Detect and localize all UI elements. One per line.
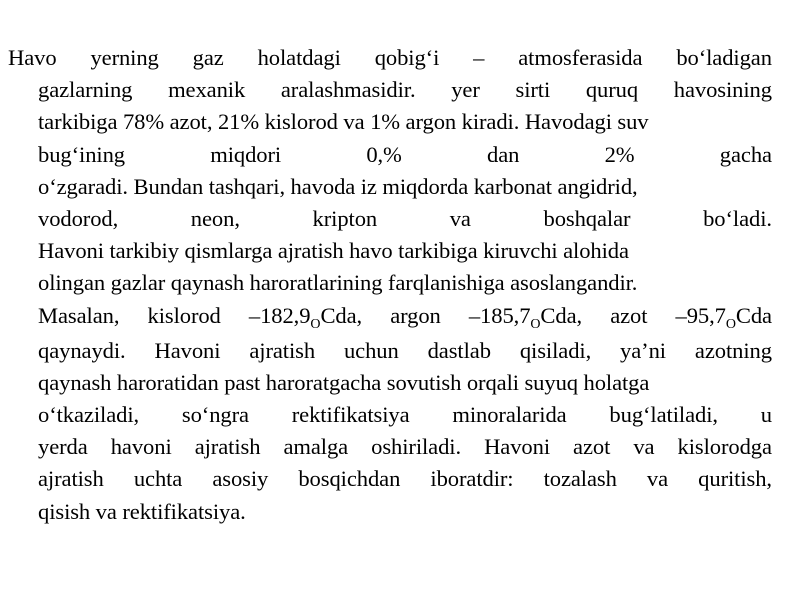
word: bug‘latiladi, — [609, 402, 718, 428]
word: vodorod, — [38, 205, 119, 231]
word: gaz — [192, 45, 224, 70]
word: azot — [610, 302, 648, 328]
word: qobig‘i — [374, 45, 440, 70]
word: argon — [390, 302, 441, 328]
word: amalga — [283, 434, 349, 460]
word: azotning — [694, 337, 772, 363]
degree-subscript: O — [310, 316, 321, 332]
word: Havoni — [484, 434, 550, 460]
word: miqdori — [210, 141, 282, 167]
paragraph-line — [8, 203, 772, 235]
paragraph-line — [8, 267, 772, 299]
paragraph-line — [8, 463, 772, 495]
paragraph-line — [8, 235, 772, 267]
word: Havo — [8, 45, 57, 70]
paragraph-line — [8, 106, 772, 138]
word: azot — [573, 434, 611, 460]
word: Masalan, — [38, 302, 120, 328]
word: bug‘ining — [38, 141, 125, 167]
word: bosqichdan — [298, 466, 401, 492]
paragraph-line — [8, 367, 772, 399]
word: dastlab — [427, 337, 491, 363]
word: atmosferasida — [518, 45, 643, 70]
word: yerning — [90, 45, 159, 70]
word: uchun — [343, 337, 399, 363]
line-text: qaynash haroratidan past haroratgacha sovutish orqali suyuq holatga — [38, 369, 650, 395]
word: quritish, — [698, 466, 772, 492]
paragraph-line — [8, 399, 772, 431]
word: 2% — [604, 141, 635, 167]
word: ajratish — [249, 337, 316, 363]
word: asosiy — [212, 466, 269, 492]
temperature-argon — [469, 300, 582, 332]
temperature-azot — [676, 300, 772, 332]
word: kislorod — [147, 302, 221, 328]
temperature-value: –182,9 — [248, 302, 311, 328]
word: gacha — [719, 141, 772, 167]
word: uchta — [133, 466, 183, 492]
temperature-unit: Cda — [735, 302, 772, 328]
word: qisiladi, — [519, 337, 592, 363]
paragraph — [8, 42, 772, 528]
word: oshiriladi. — [371, 434, 462, 460]
word: va — [449, 205, 471, 231]
word: ya’ni — [620, 337, 666, 363]
word: rektifikatsiya — [291, 402, 410, 428]
word: – — [473, 45, 485, 70]
temperature-line — [8, 300, 772, 332]
word: gazlarning — [38, 77, 133, 103]
word: ajratish — [38, 466, 104, 492]
word: Havoni — [154, 337, 221, 363]
word: havosining — [673, 77, 772, 103]
degree-subscript: O — [530, 316, 541, 332]
paragraph-line — [8, 74, 772, 106]
paragraph-line — [8, 42, 772, 74]
line-text: o‘zgaradi. Bundan tashqari, havoda iz miqdorda karbonat angidrid, — [38, 173, 638, 199]
word: 0,% — [366, 141, 402, 167]
temperature-value: –185,7 — [468, 302, 531, 328]
word: ajratish — [194, 434, 261, 460]
word: iboratdir: — [430, 466, 514, 492]
line-text: qisish va rektifikatsiya. — [38, 498, 246, 524]
word: va — [633, 434, 655, 460]
paragraph-line — [8, 139, 772, 171]
word: havoni — [110, 434, 172, 460]
word: minoralarida — [452, 402, 567, 428]
temperature-unit: Cda, — [320, 302, 363, 328]
word: boshqalar — [543, 205, 631, 231]
temperature-kislorod — [249, 300, 362, 332]
word: o‘tkaziladi, — [38, 402, 140, 428]
word: so‘ngra — [181, 402, 249, 428]
word: aralashmasidir. — [280, 77, 416, 103]
word: mexanik — [168, 77, 246, 103]
paragraph-line — [8, 431, 772, 463]
word: kislorodga — [677, 434, 772, 460]
word: va — [646, 466, 669, 492]
temperature-value: –95,7 — [675, 302, 726, 328]
paragraph-line — [8, 335, 772, 367]
line-text: tarkibiga 78% azot, 21% kislorod va 1% argon kiradi. Havodagi suv — [38, 109, 649, 135]
word: kripton — [312, 205, 378, 231]
line-text: Havoni tarkibiy qismlarga ajratish havo tarkibiga kiruvchi alohida — [38, 238, 629, 264]
word: u — [760, 402, 772, 428]
temperature-unit: Cda, — [540, 302, 583, 328]
word: qaynaydi. — [38, 337, 126, 363]
paragraph-line — [8, 496, 772, 528]
word: holatdagi — [257, 45, 341, 70]
word: dan — [487, 141, 520, 167]
word: yerda — [38, 434, 88, 460]
word: bo‘ladi. — [703, 205, 772, 231]
word: neon, — [190, 205, 240, 231]
word: sirti — [515, 77, 551, 103]
word: tozalash — [543, 466, 617, 492]
degree-subscript: O — [725, 316, 736, 332]
word: bo‘ladigan — [676, 45, 772, 70]
paragraph-line — [8, 171, 772, 203]
word: yer — [451, 77, 480, 103]
word: quruq — [585, 77, 639, 103]
line-text: olingan gazlar qaynash haroratlarining farqlanishiga asoslangandir. — [38, 270, 638, 296]
